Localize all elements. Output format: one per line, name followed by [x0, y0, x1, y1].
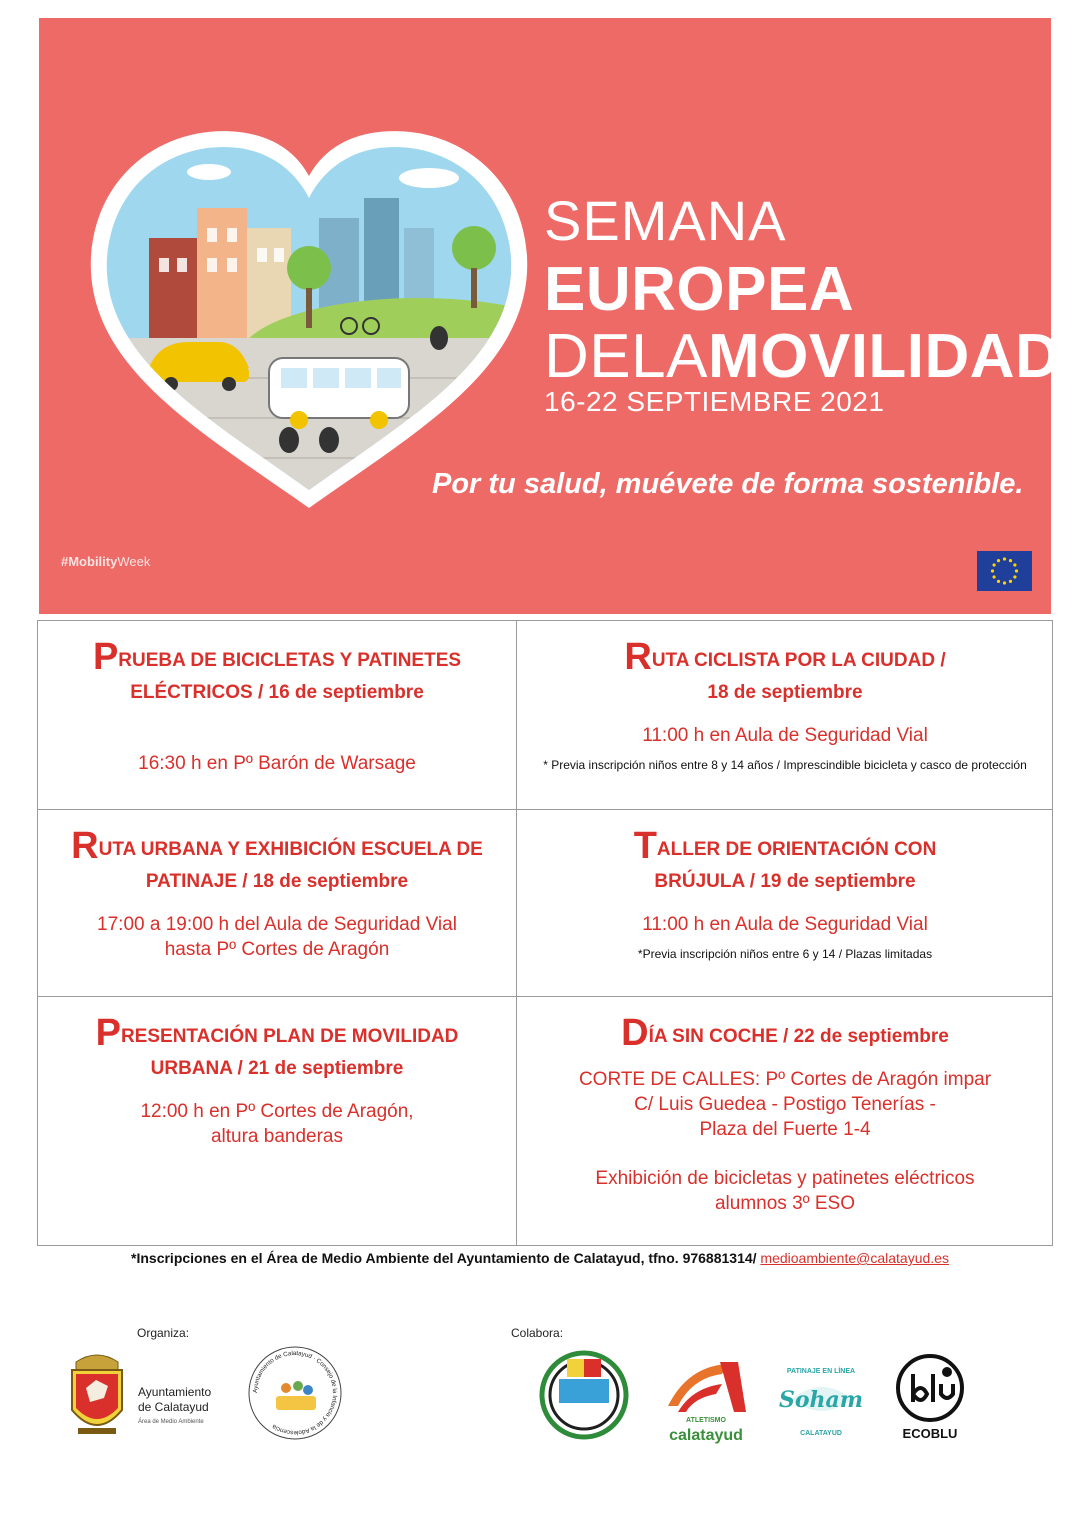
atletismo-calatayud-logo: [664, 1356, 748, 1446]
eu-flag-icon: [977, 551, 1032, 591]
slogan: Por tu salud, muévete de forma sostenible.: [432, 468, 1024, 500]
event-title: DÍA SIN COCHE / 22 de septiembre: [621, 1012, 949, 1054]
heart-city-illustration: [89, 118, 529, 508]
ecoblu-text: ECOBLU: [902, 1426, 958, 1441]
event-title: RUTA URBANA Y EXHIBICIÓN ESCUELA DE: [71, 825, 483, 867]
event-ruta-ciclista: [517, 621, 1053, 809]
organiza-label: Organiza:: [137, 1326, 190, 1340]
consejo-infancia-logo: [246, 1344, 344, 1442]
event-info: 12:00 h en Pº Cortes de Aragón, altura banderas: [140, 1101, 414, 1147]
event-date: BRÚJULA / 19 de septiembre: [654, 871, 916, 892]
event-prueba-bicicletas: [38, 621, 516, 809]
event-banner: [39, 18, 1061, 614]
cycling-club-logo: [537, 1349, 631, 1441]
soham-name-text: Soham: [778, 1387, 864, 1413]
atletismo-top-text: ATLETISMO: [686, 1417, 726, 1424]
event-date: URBANA / 21 de septiembre: [150, 1058, 404, 1079]
hashtag-prefix: #Mobility: [61, 554, 118, 569]
event-date: PATINAJE / 18 de septiembre: [145, 871, 409, 892]
event-info: 11:00 h en Aula de Seguridad Vial: [642, 914, 928, 935]
title-dela: DELA: [544, 322, 708, 391]
title-semana: SEMANA: [544, 189, 787, 252]
ecoblu-logo: [893, 1354, 967, 1444]
atletismo-bottom-text: calatayud: [669, 1427, 743, 1444]
events-table: [37, 620, 1053, 1246]
event-dates: 16-22 SEPTIEMBRE 2021: [544, 386, 885, 417]
coat-of-arms-logo: [66, 1348, 128, 1440]
hashtag-suffix: Week: [117, 554, 151, 569]
event-info-exhibicion: Exhibición de bicicletas y patinetes eléctricos alumnos 3º ESO: [595, 1168, 975, 1214]
consejo-ring-text: Ayuntamiento de Calatayud · Consejo de la Infancia y de la Adolescencia: [251, 1349, 339, 1437]
event-date: ELÉCTRICOS / 16 de septiembre: [130, 682, 424, 703]
event-info: 11:00 h en Aula de Seguridad Vial: [642, 725, 928, 746]
event-plan-movilidad: [38, 997, 516, 1246]
event-taller-orientacion: [517, 810, 1053, 996]
title-europea: EUROPEA: [544, 255, 855, 324]
event-title: PRESENTACIÓN PLAN DE MOVILIDAD: [95, 1012, 459, 1054]
ayuntamiento-text: Ayuntamiento de Calatayud Área de Medio Ambiente: [138, 1385, 212, 1425]
event-dia-sin-coche: [517, 997, 1053, 1246]
event-date: 18 de septiembre: [707, 682, 863, 703]
colabora-label: Colabora:: [511, 1326, 564, 1340]
registration-note: *Inscripciones en el Área de Medio Ambiente del Ayuntamiento de Calatayud, tfno. 976881314/ medioambiente@calatayud.es: [131, 1250, 949, 1266]
event-title: PRUEBA DE BICICLETAS Y PATINETES: [92, 636, 462, 678]
soham-top-text: PATINAJE EN LÍNEA: [786, 1368, 856, 1375]
event-note: *Previa inscripción niños entre 6 y 14 / Plazas limitadas: [637, 947, 933, 961]
event-info: CORTE DE CALLES: Pº Cortes de Aragón impar C/ Luis Guedea - Postigo Tenerías - Plaza del Fuerte 1-4: [578, 1069, 992, 1140]
event-title: RUTA CICLISTA POR LA CIUDAD /: [624, 636, 946, 678]
event-title: TALLER DE ORIENTACIÓN CON: [633, 825, 937, 867]
event-info: 16:30 h en Pº Barón de Warsage: [138, 753, 416, 774]
title-movilidad-bold: MOVILIDAD: [707, 322, 1061, 391]
email-link[interactable]: medioambiente@calatayud.es: [760, 1250, 949, 1266]
hashtag: [61, 554, 150, 569]
event-info: 17:00 a 19:00 h del Aula de Seguridad Vial hasta Pº Cortes de Aragón: [97, 914, 457, 960]
title-movilidad: [544, 321, 1060, 392]
soham-bottom-text: CALATAYUD: [800, 1430, 842, 1437]
soham-patinaje-logo: [778, 1359, 864, 1443]
event-note: * Previa inscripción niños entre 8 y 14 años / Imprescindible bicicleta y casco de protección: [543, 758, 1027, 772]
event-ruta-urbana: [38, 810, 516, 996]
